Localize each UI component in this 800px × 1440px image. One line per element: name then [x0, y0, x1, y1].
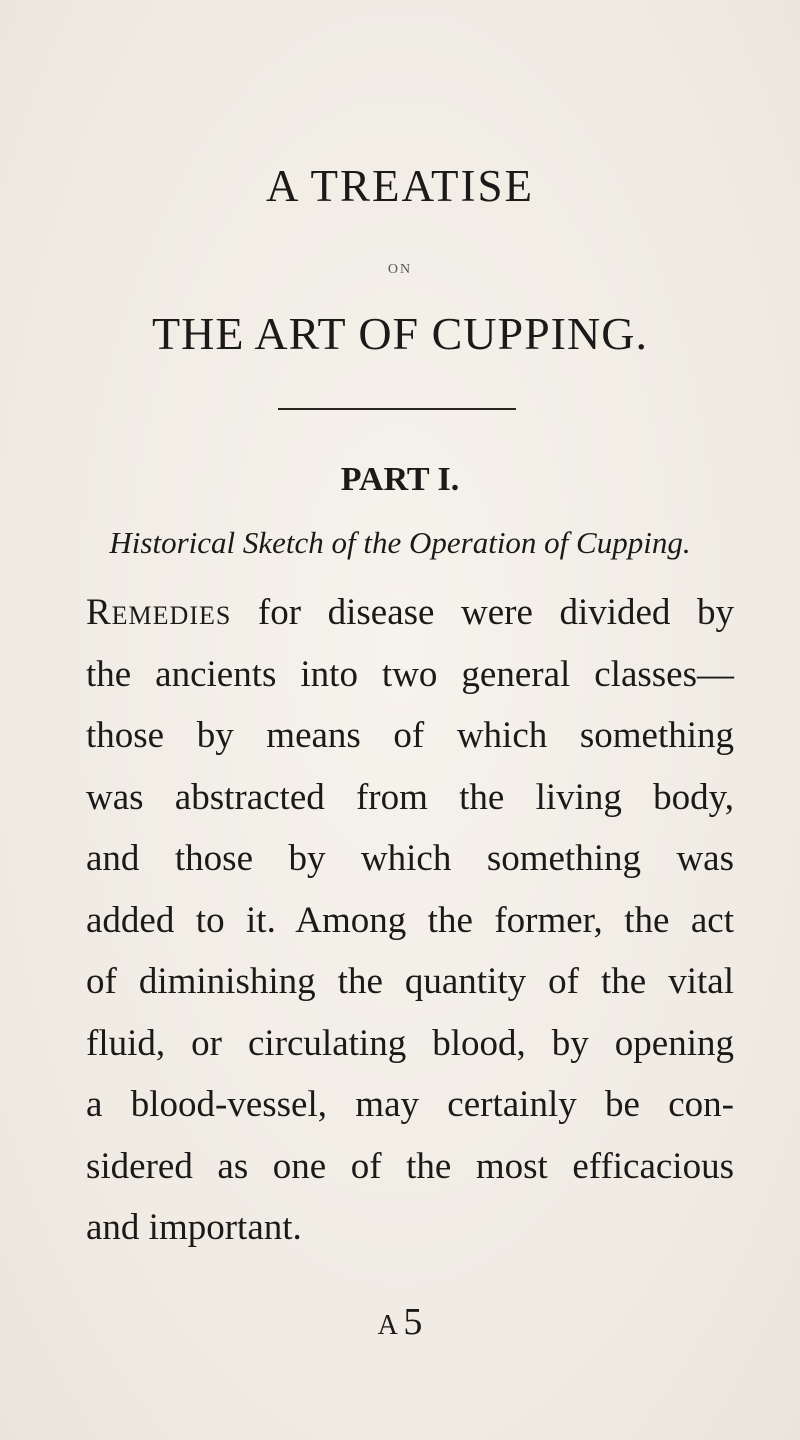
body-line: and important.: [86, 1207, 302, 1248]
opening-word: Remedies: [86, 592, 232, 633]
body-line: sidered as one of the most efficacious: [86, 1145, 734, 1187]
signature-letter: A: [377, 1310, 397, 1341]
body-line: fluid, or circulating blood, by opening: [86, 1022, 734, 1064]
part-heading: PART I.: [340, 461, 460, 498]
body-line: [86, 582, 734, 644]
body-line-text: for disease were divided by: [231, 592, 734, 633]
body-line: those by means of which something: [86, 715, 734, 756]
signature-mark: [0, 1301, 800, 1344]
section-title: Historical Sketch of the Operation of Cupping.: [109, 525, 691, 560]
body-line: a blood-vessel, may certainly be con-: [86, 1084, 734, 1125]
body-line: of diminishing the quantity of the vital: [86, 961, 734, 1002]
treatise-subject: THE ART OF CUPPING.: [152, 308, 648, 359]
title-connector: ON: [387, 262, 413, 277]
body-line: and those by which something was: [86, 838, 734, 879]
title-divider: [278, 408, 516, 410]
body-line: the ancients into two general classes—: [86, 653, 734, 695]
body-line: was abstracted from the living body,: [86, 776, 734, 818]
treatise-title: A TREATISE: [266, 161, 534, 211]
signature-number: 5: [403, 1301, 423, 1343]
body-line: added to it. Among the former, the act: [86, 899, 734, 941]
body-paragraph: [86, 582, 734, 1259]
